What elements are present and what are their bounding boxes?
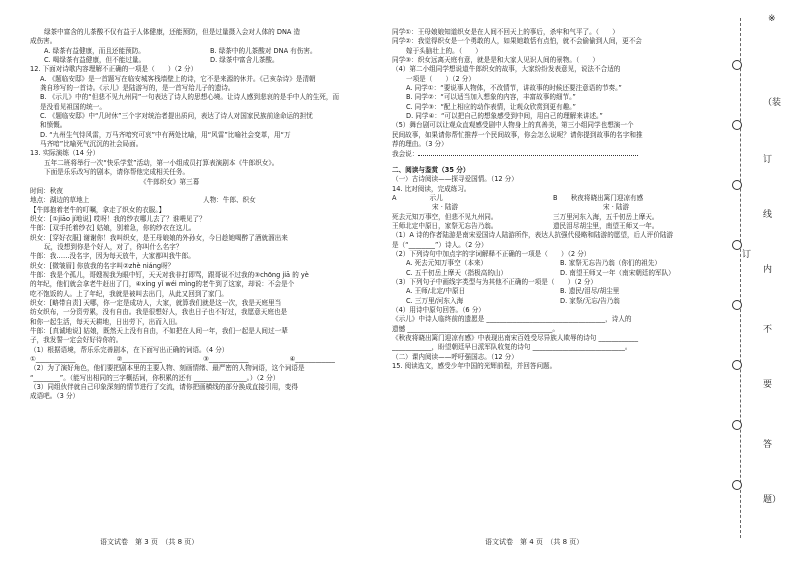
question-12-item: C. 《题临安邸》中“几时休”三个字对统治者提出质问，表达了诗人对国家民族前途命运的担忧 [40,112,313,121]
question-13-4: 一项是（ ）（2 分） [406,74,475,83]
question-14-1: 是（“________”）诗人。（2 分） [392,240,488,249]
answer-blank[interactable]: ①____________ [30,355,76,364]
script-scene: 时间：秋夜 [30,186,63,195]
binding-text: 内 [763,265,773,275]
option-d: D. 家祭/无忘/告乃翁 [560,296,620,305]
poem-b-author: 宋 · 陆游 [603,203,630,212]
answer-blank[interactable]: ③____________ [203,355,249,364]
dialogue-line: 牛郎：[双手托着纱衣] 姑娘，别着急，你的纱衣在这儿。 [30,224,196,233]
option-row [30,56,376,65]
question-12-item: 和愤慨。 [40,121,67,130]
option-item: C. 同学③：“配上相应的动作表情，让观众欣赏到更有趣。” [406,102,576,111]
question-12-item: A. 《题临安邸》是一首题写在临安城客栈墙壁上的诗，它不是来源的休并。《己亥杂诗》是清朝 [40,74,316,83]
binding-text: 答 [763,440,773,450]
option-c: C. 三万里/河东入海 [406,296,464,305]
option-row [392,269,714,278]
answer-blank[interactable]: ④____________ [289,355,335,364]
option-d: D. 绿茶中富含儿茶酸。 [210,56,279,65]
dialogue-line: 的年纪，他们就会拿老牛赶出了门，④xíng yǐ wéi mìng的老牛到了这家，却说：不会是个 [30,280,295,289]
option-item: A. 同学①：“要说事人物体，不改情节，讲故事的时候还要注意语的节奏。” [406,84,622,93]
binding-text: 订 [742,250,752,260]
option-row [392,287,714,296]
poem-a-line: 死去元知万事空，但悲不见九州同。 [392,212,498,221]
binding-hole-icon [732,120,742,130]
question-13: 13. 实际演练（14 分） [30,149,100,158]
poem-b-title: 秋夜将晓出篱门迎凉有感 [570,193,644,202]
binding-text: 不 [763,325,773,335]
page-3 [0,0,384,561]
question-12-item: 马齐喑”比喻死气沉沉的社会局面。 [40,140,143,149]
binding-text: 要 [763,380,773,390]
option-a: A. 绿茶有益健康，而且还能预防。 [44,46,145,55]
question-14-2: （2）下列诗句中加点字的字词解释不正确的一项是（ ）（2 分） [392,249,591,258]
page-footer-right: 语文试卷 第 4 页 （共 8 页） [485,538,584,546]
poem-line-row [392,222,714,231]
binding-hole-icon [732,480,742,490]
binding-margin [722,0,794,561]
question-13-4: （4）第二小组同学想说道牛郎织女的故事，大家纷纷发表意见，说法不合适的 [392,65,621,74]
passage-line: 绿茶中富含的儿茶酸不仅有益于人体健康，还能预防，但是过量摄入会对人体的 DNA 造 [44,28,301,36]
question-13-1: （1）根据语境，帮乐乐完善剧本，在下面写出正确的词语。（4 分） [30,345,229,354]
script-meta-row [30,196,376,205]
peer-comment: 嫁于头脑壮上的。（ ） [406,46,482,55]
option-b: B. 遗民/泪尽/胡尘里 [560,287,620,296]
fill-in-line[interactable]: 《示儿》中诗人临终前的遗愿是 ____________________________________，诗人的 [392,315,632,324]
question-12-item: 龚自珍写的一首诗。《示儿》是陆游写的，是一首写给儿子的遗诗。 [40,84,235,93]
peer-comment: 同学①：王母娘娘知道织女是在人间不回天上的事后，杀牢和气平了。（ ） [392,28,619,36]
passage-line: 成伤害。 [30,37,57,46]
section-heading: 二、阅读与鉴赏（35 分） [392,165,470,174]
dialogue-line: 牛郎：我是个孤儿，哥嫂视我为眼中钉，天天对我非打即骂，跟哥说不过我的③chōng jiā 的 yè [30,270,309,279]
corner-mark-icon: ※ [768,14,776,24]
fill-in-line[interactable]: ____________，盼望朝廷早日派军队收复的诗句 ____________________________。 [392,343,632,352]
poem-a-line: 王师北定中原日，家祭无忘告乃翁。 [392,221,498,230]
dialogue-line: 牛郎：[真诚地说] 姑娘，既然天上没有自由，不如把在人间一年，我们一起是人间过一辈 [30,327,288,335]
option-b: B. 家祭无忘告乃翁（你们的祖先） [560,259,662,268]
question-13-intro: 下面是乐乐改写的剧本，请你帮他完成相关任务。 [44,168,190,177]
question-15: 15. 阅读选文，感受少年中国的光辉前程，并回答问题。 [392,362,557,371]
dialogue-line: 子，我发誓一定会好好待你的。 [30,336,123,345]
binding-text: （装 [763,98,782,108]
question-12-item: D. “九州生气恃风雷，万马齐喑究可哀”中有两处比喻，用“风雷”比喻社会变革，用“万 [40,130,291,139]
poem-a-title: 示儿 [429,193,443,202]
peer-comment: 同学②：我觉得织女是一个勇敢的人，如果她敢恬有点怕，就不会偷偷到人间，更不会 [392,37,642,46]
dialogue-line: 织女：[微皱眉] 你放我的名字叫②zhè niáng呀？ [30,261,175,270]
binding-text: 线 [763,210,773,220]
dialogue-line: 和你一起生活，每天天耕地，日出劳下，出而入田。 [30,317,182,326]
question-13-3: 成语吧。（3 分） [30,392,80,401]
blank-row [30,355,376,364]
option-b: B. 绿茶中的儿茶酸对 DNA 有伤害。 [210,46,317,55]
question-14-1: （1）A 诗的作者陆游是南宋爱国诗人陆游所作，表达人抗强代侵略和陆游的愿望，后人评价陆游 [392,231,674,240]
dialogue-line: 玩，没想到你是个好人，对了，你叫什么名字？ [44,242,183,251]
binding-hole-icon [732,240,742,250]
script-cast: 人物：牛郎、织女 [203,196,256,205]
binding-hole-icon [732,420,742,430]
stage-direction: 【牛郎抱着老牛的叮嘱，拿走了织女的衣服。】 [30,205,166,214]
dialogue-line: 织女：[①jiāo jí地说] 哎呀！我的纱衣哪儿去了？谁喂见了？ [30,214,206,223]
script-title: 《牛郎织女》第三幕 [140,177,200,186]
poem-b-label: B [553,193,558,202]
page-4 [384,0,720,561]
option-c: C. 五千仞岳上摩天（指极高的山） [406,268,508,277]
answer-blank[interactable]: ②____________ [116,355,162,364]
dialogue-line: 牛郎：我……没名字，因为每天放牛，大家都叫我牛郎。 [30,252,195,261]
poem-author-row [392,203,714,212]
poem-title-row [392,194,714,203]
question-13-intro: 五年二班将举行一次“快乐学堂”活动，第一小组成员打算表演剧本《牛郎织女》。 [44,158,279,167]
binding-text: 题） [763,495,782,505]
question-13-5: 民间故事，如果请你帮忙推荐一个民间故事，你会怎么说呢？请你提到故事的名字和推 [392,130,643,139]
option-a: A. 王师/北定/中原日 [406,287,466,296]
question-14: 14. 比对阅读，完成练习。 [392,184,471,193]
question-14-4: （4）用诗中原句回答。（6 分） [392,305,485,314]
subsection-heading: （一）古诗阅读——探寻爱国情。（12 分） [392,175,518,184]
poem-a-label: A [392,193,397,202]
option-a: A. 死去元知万事空（本来） [406,259,488,268]
binding-text: 订 [763,155,773,165]
peer-comment: 同学③：织女远离天庭有意，就是是和大家人见识人间的景物。（ ） [392,56,600,65]
subsection-heading: （二）课内阅读——呼吁强国志。（12 分） [392,352,518,361]
dialogue-line: 织女：[穿好衣服] 谢谢你！我叫织女，是王母娘娘的外孙女，今日趁她喝醉了酒就溜出来 [30,233,288,242]
question-13-3: （3）同组伙伴就自己印象深刻的情节进行了交流，请你把画横线的部分换成直接引用，变得 [30,383,298,392]
page-footer-left: 语文试卷 第 3 页 （共 8 页） [100,538,199,546]
option-row [392,297,714,306]
poem-b-line: 遗民泪尽胡尘里，南望王师又一年。 [553,221,659,230]
question-13-5: （5）舞台剧可以让观众直观感受剧中人物身上的真善美，第三小组同学也想演一个 [392,121,634,130]
option-row [392,259,714,268]
option-c: C. 喝绿茶有益健康，但不能过量。 [44,56,146,65]
answer-prompt: 我会说： [392,150,419,159]
question-12-item: B. 《示儿》中的“但悲不见九州同”一句表达了诗人的思想心境。让诗人感到悲哀的是手中人的生死，而 [40,93,340,102]
option-item: B. 同学②：“可以适当加入想象的内容，丰富故事的细节。” [406,93,576,102]
question-13-5: 荐的理由。（3 分） [392,140,448,149]
poem-line-row [392,213,714,222]
binding-hole-icon [732,360,742,370]
dialogue-line: 吃不饱饭的人。上了年纪，我就是被叫去出门，从此又回到了家门。 [30,289,228,298]
question-13-2: “________”。（能写出相同的三字概括词，你积累的还有 ________________。）（2 分） [30,373,280,382]
binding-hole-icon [732,180,742,190]
binding-hole-icon [732,300,742,310]
question-13-2: （2）为了演好角色，他们要把剧本里的主要人物、刻画情绪、最严密的人物词语，这个词语是 [30,364,305,373]
poem-a-author: 宋 · 陆游 [432,203,459,212]
binding-hole-icon [732,60,742,70]
option-item: D. 同学④：“可以把自己的想象感受到中间，用自己的理解来讲述。” [406,112,603,121]
poem-b-line: 三万里河东入海，五千仞岳上摩天。 [553,212,659,221]
question-14-3: （3）下列句子中画线字类型与为其他不正确的一项是（ ）（2 分） [392,277,597,286]
dialogue-line: 织女：[略带自责] 天哪，你一定是成功人，大家，就算我们就是这一次，我是天庭里当 [30,298,282,307]
fill-in-line[interactable]: 遗憾 ____________________________________________。 [392,324,559,333]
fill-in-line[interactable]: 《秋夜将晓出篱门迎凉有感》中表现出南宋百姓受尽异族人欺辱的诗句 ____________ [392,334,639,342]
binding-dashed-line [740,18,741,538]
option-row [30,47,376,56]
question-12-item: 是没看见祖国的统一。 [40,102,106,111]
script-place: 地点：湖边的草地上 [30,196,90,205]
question-12: 12. 下面对诗歌内容理解不正确的一项是（ ）（2 分） [30,65,198,74]
option-d: D. 南望王师又一年（南宋朝廷的军队） [560,268,675,277]
answer-line[interactable] [392,149,714,159]
dialogue-line: 纺女织布，一分资劳累，没有自由。我是很想好人，我也日子也不好过，我愿意天庭也是 [30,308,288,317]
